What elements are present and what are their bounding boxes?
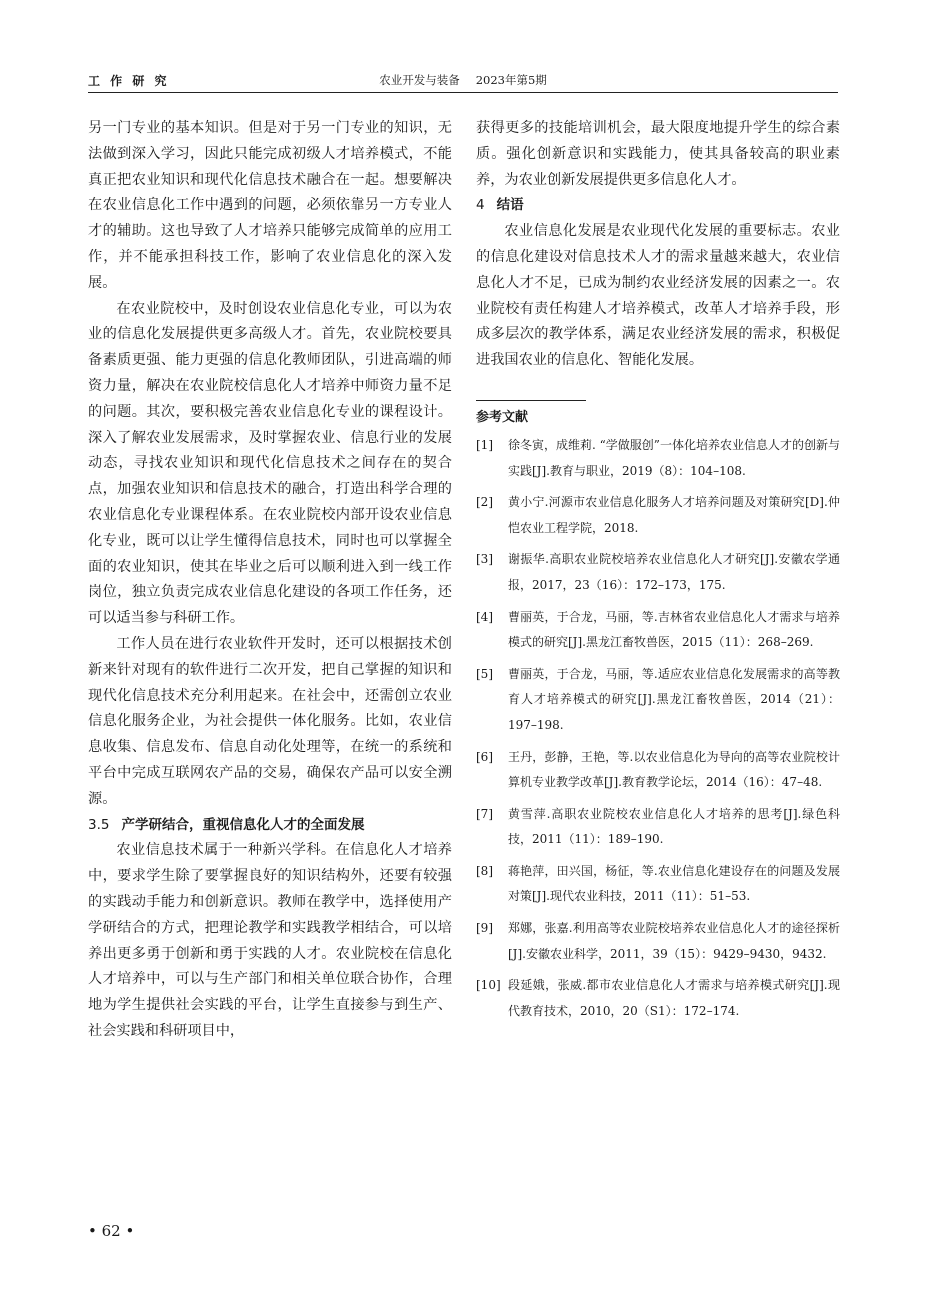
paragraph: 获得更多的技能培训机会，最大限度地提升学生的综合素质。强化创新意识和实践能力，使其具备较高的职业素养，为农业创新发展提供更多信息化人才。 (476, 120, 840, 188)
section-title: 结语 (496, 197, 524, 214)
reference-text: 曹丽英，于合龙，马丽，等.适应农业信息化发展需求的高等教育人才培养模式的研究[J].黑龙江畜牧兽医，2014（21）：197–198. (508, 666, 840, 732)
paragraph: 在农业院校中，及时创设农业信息化专业，可以为农业的信息化发展提供更多高级人才。首先，农业院校要具备素质更强、能力更强的信息化教师团队，引进高端的师资力量，解决在农业院校信息化人才培养中师资力量不足的问题。其次，要积极完善农业信息化专业的课程设计。深入了解农业发展需求，及时掌握农业、信息行业的发展动态，寻找农业知识和现代化信息技术之间存在的契合点，加强农业知识和信息技术的融合，打造出科学合理的农业信息化专业课程体系。在农业院校内部开设农业信息化专业，既可以让学生懂得信息技术，同时也可以掌握全面的农业知识，使其在毕业之后可以顺利进入到一线工作岗位，独立负责完成农业信息化建设的各项工作任务，还可以适当参与科研工作。 (88, 300, 452, 627)
reference-number: [8] (476, 863, 493, 878)
page-number: • 62 • (88, 1222, 135, 1240)
reference-text: 曹丽英，于合龙，马丽，等.吉林省农业信息化人才需求与培养模式的研究[J].黑龙江畜牧兽医，2015（11）：268–269. (508, 609, 840, 650)
reference-item (476, 859, 840, 910)
reference-number: [3] (476, 552, 493, 567)
reference-number: [1] (476, 437, 493, 452)
reference-text: 谢振华.高职农业院校培养农业信息化人才研究[J].安徽农学通报，2017，23（16）：172–173，175. (508, 552, 840, 592)
reference-item (476, 547, 840, 598)
journal-issue: 2023年第5期 (475, 73, 547, 87)
reference-item (476, 916, 840, 967)
reference-text: 王丹，彭静，王艳，等.以农业信息化为导向的高等农业院校计算机专业教学改革[J].教育教学论坛，2014（16）：47–48. (508, 749, 840, 790)
reference-number: [2] (476, 495, 493, 510)
paragraph: 农业信息技术属于一种新兴学科。在信息化人才培养中，要求学生除了要掌握良好的知识结构外，还要有较强的实践动手能力和创新意识。教师在教学中，选择使用产学研结合的方式，把理论教学和实践教学相结合，可以培养出更多勇于创新和勇于实践的人才。农业院校在信息化人才培养中，可以与生产部门和相关单位联合协作，合理地为学生提供社会实践的平台，让学生直接参与到生产、社会实践和科研项目中， (88, 842, 452, 1039)
paragraph: 另一门专业的基本知识。但是对于另一门专业的知识，无法做到深入学习，因此只能完成初级人才培养模式，不能真正把农业知识和现代化信息技术融合在一起。想要解决在农业信息化工作中遇到的问题，必须依靠另一方专业人才的辅助。这也导致了人才培养只能够完成简单的应用工作，并不能承担科技工作，影响了农业信息化的深入发展。 (88, 120, 452, 291)
left-column (88, 116, 452, 1045)
reference-item (476, 490, 840, 541)
right-column (476, 116, 840, 1030)
journal-name: 农业开发与装备 (379, 73, 460, 87)
reference-divider (476, 400, 586, 401)
reference-item (476, 802, 840, 853)
reference-text: 黄小宁.河源市农业信息化服务人才培养问题及对策研究[D].仲恺农业工程学院，2018. (508, 495, 840, 535)
reference-text: 郑娜，张嘉.利用高等农业院校培养农业信息化人才的途径探析[J].安徽农业科学，2011，39（15）：9429–9430，9432. (508, 921, 840, 961)
reference-number: [4] (476, 609, 493, 624)
section-heading (476, 193, 840, 219)
reference-item (476, 973, 840, 1024)
paragraph: 工作人员在进行农业软件开发时，还可以根据技术创新来针对现有的软件进行二次开发，把自己掌握的知识和现代化信息技术充分利用起来。在社会中，还需创立农业信息化服务企业，为社会提供一体化服务。比如，农业信息收集、信息发布、信息自动化处理等，在统一的系统和平台中完成互联网农产品的交易，确保农产品可以安全溯源。 (88, 635, 452, 807)
reference-item (476, 605, 840, 656)
reference-number: [7] (476, 806, 493, 821)
section-number: 3.5 (88, 816, 110, 833)
reference-list (476, 433, 840, 1024)
section-label: 工 作 研 究 (88, 74, 170, 88)
paragraph: 农业信息化发展是农业现代化发展的重要标志。农业的信息化建设对信息技术人才的需求量越来越大，农业信息化人才不足，已成为制约农业经济发展的因素之一。农业院校有责任构建人才培养模式，改革人才培养手段，形成多层次的教学体系，满足农业经济发展的需求，积极促进我国农业的信息化、智能化发展。 (476, 223, 840, 369)
section-number: 4 (476, 197, 485, 214)
reference-item (476, 745, 840, 796)
section-title: 产学研结合，重视信息化人才的全面发展 (121, 816, 365, 833)
reference-number: [9] (476, 921, 493, 936)
reference-number: [6] (476, 749, 493, 764)
reference-item (476, 433, 840, 484)
section-heading (88, 813, 452, 839)
reference-text: 黄雪萍.高职农业院校农业信息化人才培养的思考[J].绿色科技，2011（11）：189–190. (508, 806, 840, 847)
reference-number: [5] (476, 666, 493, 681)
journal-info (88, 72, 838, 88)
reference-text: 徐冬寅，成维莉. “学做服创”一体化培养农业信息人才的创新与实践[J].教育与职业，2019（8）：104–108. (508, 437, 840, 478)
running-header (88, 70, 838, 93)
reference-text: 蒋艳萍，田兴国，杨征，等.农业信息化建设存在的问题及发展对策[J].现代农业科技，2011（11）：51–53. (508, 863, 840, 904)
reference-item (476, 662, 840, 739)
reference-number: [10] (476, 978, 501, 993)
reference-text: 段延娥，张威.都市农业信息化人才需求与培养模式研究[J].现代教育技术，2010，20（S1）：172–174. (508, 978, 840, 1018)
references-heading: 参考文献 (476, 409, 529, 425)
